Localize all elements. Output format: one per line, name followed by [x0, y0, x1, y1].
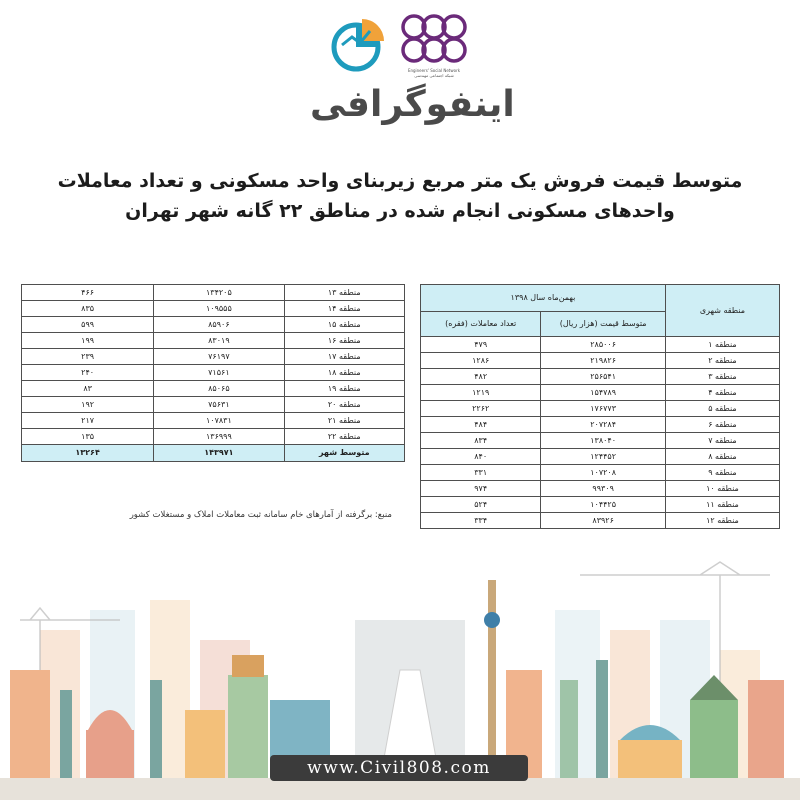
count-cell: ۸۳۵	[22, 301, 154, 317]
avg-price: ۱۴۳۹۷۱	[154, 445, 284, 462]
table-row	[22, 365, 405, 381]
table-row	[421, 401, 780, 417]
price-cell: ۱۰۷۸۳۱	[154, 413, 284, 429]
district-cell: منطقه ۷	[665, 433, 779, 449]
price-cell: ۱۰۹۵۵۵	[154, 301, 284, 317]
price-cell: ۱۳۸۰۴۰	[541, 433, 666, 449]
city-average-row	[22, 445, 405, 462]
district-cell: منطقه ۱۸	[284, 365, 405, 381]
district-cell: منطقه ۱۷	[284, 349, 405, 365]
table-row	[22, 349, 405, 365]
table-row	[22, 381, 405, 397]
table-row	[22, 333, 405, 349]
pie-chart-logo-icon	[330, 15, 388, 75]
count-cell: ۴۷۹	[421, 337, 541, 353]
table-row	[421, 353, 780, 369]
header	[0, 0, 800, 150]
table-row	[421, 513, 780, 529]
district-cell: منطقه ۱۰	[665, 481, 779, 497]
price-cell: ۱۰۴۴۲۵	[541, 497, 666, 513]
table-row	[421, 465, 780, 481]
price-cell: ۲۵۶۵۴۱	[541, 369, 666, 385]
page-title	[30, 166, 770, 226]
table-row	[22, 285, 405, 301]
table-row	[22, 317, 405, 333]
district-cell: منطقه ۸	[665, 449, 779, 465]
price-cell: ۲۱۹۸۲۶	[541, 353, 666, 369]
table-row	[421, 385, 780, 401]
period-header: بهمن‌ماه سال ۱۳۹۸	[421, 285, 666, 312]
table-row	[421, 449, 780, 465]
district-cell: منطقه ۲۱	[284, 413, 405, 429]
price-cell: ۱۲۴۴۵۲	[541, 449, 666, 465]
table-row	[421, 369, 780, 385]
count-cell: ۹۷۴	[421, 481, 541, 497]
price-cell: ۷۵۶۳۱	[154, 397, 284, 413]
count-cell: ۱۹۲	[22, 397, 154, 413]
count-cell: ۳۳۱	[421, 465, 541, 481]
price-cell: ۸۵۹۰۶	[154, 317, 284, 333]
district-cell: منطقه ۱۵	[284, 317, 405, 333]
table-row	[22, 301, 405, 317]
districts-table-13-22	[21, 284, 405, 462]
table-row	[421, 481, 780, 497]
table-row	[421, 337, 780, 353]
count-cell: ۳۳۴	[421, 513, 541, 529]
source-note: منبع: برگرفته از آمارهای خام سامانه ثبت معاملات املاک و مستغلات کشور	[129, 510, 392, 520]
table-row	[22, 397, 405, 413]
price-cell: ۱۳۴۲۰۵	[154, 285, 284, 301]
price-cell: ۲۸۵۰۰۶	[541, 337, 666, 353]
avg-count: ۱۳۲۶۴	[22, 445, 154, 462]
price-cell: ۸۵۰۶۵	[154, 381, 284, 397]
count-cell: ۲۱۷	[22, 413, 154, 429]
price-cell: ۸۳۹۲۶	[541, 513, 666, 529]
district-cell: منطقه ۵	[665, 401, 779, 417]
district-cell: منطقه ۱	[665, 337, 779, 353]
col-header-price: متوسط قیمت (هزار ریال)	[541, 312, 666, 337]
price-cell: ۹۹۳۰۹	[541, 481, 666, 497]
district-cell: منطقه ۱۴	[284, 301, 405, 317]
price-cell: ۱۰۷۲۰۸	[541, 465, 666, 481]
col-header-count: تعداد معاملات (فقره)	[421, 312, 541, 337]
table-row	[421, 497, 780, 513]
district-cell: منطقه ۱۲	[665, 513, 779, 529]
title-line-2: واحدهای مسکونی انجام شده در مناطق ۲۲ گانه شهر تهران	[125, 200, 675, 222]
avg-district-label: متوسط شهر	[284, 445, 405, 462]
count-cell: ۴۶۶	[22, 285, 154, 301]
count-cell: ۲۴۰	[22, 365, 154, 381]
price-cell: ۷۱۵۶۱	[154, 365, 284, 381]
website-url: www.Civil808.com	[270, 755, 528, 781]
count-cell: ۱۳۵	[22, 429, 154, 445]
logo-caption: Engineers' Social Network شبکه اجتماعی مهندسی	[407, 68, 461, 78]
count-cell: ۸۴۰	[421, 449, 541, 465]
price-cell: ۱۳۶۹۹۹	[154, 429, 284, 445]
district-cell: منطقه ۱۳	[284, 285, 405, 301]
price-cell: ۸۳۰۱۹	[154, 333, 284, 349]
table-row	[421, 417, 780, 433]
district-cell: منطقه ۱۶	[284, 333, 405, 349]
title-line-1: متوسط قیمت فروش یک متر مربع زیربنای واحد مسکونی و تعداد معاملات	[57, 170, 743, 192]
district-cell: منطقه ۹	[665, 465, 779, 481]
districts-table-1-12	[420, 284, 780, 529]
count-cell: ۵۹۹	[22, 317, 154, 333]
col-header-district: منطقه شهری	[665, 285, 779, 337]
district-cell: منطقه ۱۹	[284, 381, 405, 397]
price-cell: ۷۶۱۹۷	[154, 349, 284, 365]
district-cell: منطقه ۴	[665, 385, 779, 401]
price-cell: ۱۵۴۷۸۹	[541, 385, 666, 401]
knot-logo-icon	[398, 12, 470, 70]
count-cell: ۲۲۶۲	[421, 401, 541, 417]
table-row	[22, 413, 405, 429]
count-cell: ۱۲۱۹	[421, 385, 541, 401]
district-cell: منطقه ۲	[665, 353, 779, 369]
price-cell: ۲۰۷۲۸۴	[541, 417, 666, 433]
table-row	[22, 429, 405, 445]
table-row	[421, 433, 780, 449]
count-cell: ۱۹۹	[22, 333, 154, 349]
table-header-row	[421, 285, 780, 312]
count-cell: ۸۳۴	[421, 433, 541, 449]
district-cell: منطقه ۲۲	[284, 429, 405, 445]
district-cell: منطقه ۳	[665, 369, 779, 385]
district-cell: منطقه ۶	[665, 417, 779, 433]
count-cell: ۲۳۹	[22, 349, 154, 365]
price-cell: ۱۷۶۷۷۳	[541, 401, 666, 417]
district-cell: منطقه ۲۰	[284, 397, 405, 413]
count-cell: ۴۸۴	[421, 417, 541, 433]
brand-wordmark: اینفوگرافی	[310, 84, 515, 125]
count-cell: ۴۸۲	[421, 369, 541, 385]
count-cell: ۵۲۴	[421, 497, 541, 513]
district-cell: منطقه ۱۱	[665, 497, 779, 513]
count-cell: ۱۲۸۶	[421, 353, 541, 369]
count-cell: ۸۳	[22, 381, 154, 397]
